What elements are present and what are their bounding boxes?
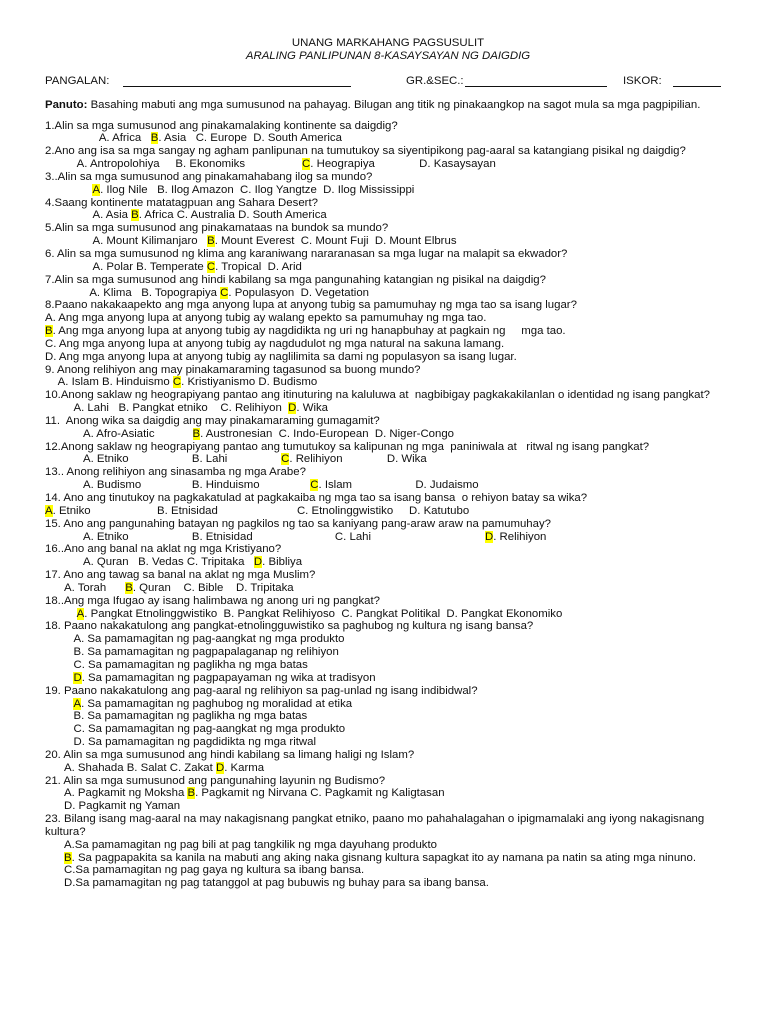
exam-line — [45, 582, 731, 595]
exam-line: 11. Anong wika sa daigdig ang may pinakamaraming gumagamit? — [45, 414, 380, 427]
line-text: . Relihiyon D. Wika — [289, 453, 427, 466]
exam-line: 16..Ano ang banal na aklat ng mga Kristiyano? — [45, 543, 282, 556]
exam-line — [45, 505, 731, 518]
exam-line — [45, 376, 731, 389]
line-text: . Ilog Nile B. Ilog Amazon C. Ilog Yangtze D. Ilog Mississippi — [100, 183, 415, 196]
exam-line: 17. Ano ang tawag sa banal na aklat ng mga Muslim? — [45, 569, 316, 582]
line-text: A. Afro-Asiatic — [45, 427, 193, 440]
line-text: . Populasyon D. Vegetation — [228, 286, 369, 299]
highlighted-answer: B — [192, 427, 201, 440]
line-text: A. Islam B. Hinduismo — [45, 376, 173, 389]
exam-line — [45, 762, 731, 775]
line-text: A. Antropolohiya B. Ekonomiks — [45, 158, 303, 171]
highlighted-answer: B — [187, 787, 196, 800]
exam-line — [45, 428, 731, 441]
exam-line: 18. Paano nakakatulong ang pangkat-etnolingguwistiko sa paghubog ng kultura ng isang bansa? — [45, 620, 534, 633]
exam-line — [45, 479, 731, 492]
highlighted-answer: C — [302, 158, 311, 171]
highlighted-answer: D — [288, 402, 297, 415]
exam-line: 8.Paano nakakaapekto ang mga anyong lupa at anyong tubig sa pamumuhay ng mga tao sa isang lugar? — [45, 299, 577, 312]
highlighted-answer: A — [76, 607, 85, 620]
exam-line: 9. Anong relihiyon ang may pinakamaraming tagasunod sa buong mundo? — [45, 363, 421, 376]
highlighted-answer: B — [45, 325, 53, 338]
highlighted-answer: C — [206, 260, 216, 273]
line-text — [45, 672, 73, 684]
exam-line — [45, 531, 731, 544]
exam-line: 10.Anong saklaw ng heograpiyang pantao ang itinuturing na kaluluwa at nagbibigay pagkakakilanlan o identidad ng isang pangkat? — [45, 389, 710, 402]
highlighted-answer: D — [215, 761, 225, 774]
line-text — [45, 608, 77, 620]
line-text: A. Pagkamit ng Moksha — [45, 787, 188, 800]
exam-line — [45, 158, 731, 171]
exam-line: 1.Alin sa mga sumusunod ang pinakamalaking kontinente sa daigdig? — [45, 119, 398, 132]
exam-line: C. Ang mga anyong lupa at anyong tubig ay nagdudulot ng mga natural na sakuna lamang. — [45, 337, 505, 350]
line-text: . Tropical D. Arid — [215, 260, 302, 273]
exam-subtitle: ARALING PANLIPUNAN 8-KASAYSAYAN NG DAIGDIG — [245, 49, 531, 62]
exam-line: C. Sa pamamagitan ng pag-aangkat ng mga produkto — [45, 723, 346, 736]
exam-line: 12.Anong saklaw ng heograpiyang pantao ang tumutukoy sa kalipunan ng mga paniniwala at ritwal ng isang pangkat? — [45, 440, 650, 453]
line-text: A. Asia — [45, 209, 132, 222]
exam-line: 15. Ano ang pangunahing batayan ng pagkilos ng tao sa kaniyang pang-araw araw na pamumuhay? — [45, 517, 551, 530]
exam-line — [45, 672, 731, 685]
exam-line: 5.Alin sa mga sumusunod ang pinakamataas na bundok sa mundo? — [45, 222, 389, 235]
exam-line: C. Sa pamamagitan ng paglikha ng mga batas — [45, 658, 308, 671]
exam-line: D.Sa pamamagitan ng pag tatanggol at pag bubuwis ng buhay para sa ibang bansa. — [45, 877, 489, 890]
exam-line: 6. Alin sa mga sumusunod ng klima ang karaniwang nararanasan sa mga lugar na malapit sa ekwador? — [45, 247, 568, 260]
exam-line: 13.. Anong relihiyon ang sinasamba ng mga Arabe? — [45, 466, 306, 479]
line-text: . Asia C. Europe D. South America — [158, 132, 342, 145]
exam-line: C.Sa pamamagitan ng pag gaya ng kultura sa ibang bansa. — [45, 864, 365, 877]
highlighted-answer: D — [484, 530, 494, 543]
highlighted-answer: B — [64, 851, 72, 864]
exam-line: D. Sa pamamagitan ng pagdidikta ng mga ritwal — [45, 736, 316, 749]
exam-line: 20. Alin sa mga sumusunod ang hindi kabilang sa limang haligi ng Islam? — [45, 748, 415, 761]
exam-page — [45, 37, 731, 890]
line-text: . Pangkat Etnolinggwistiko B. Pangkat Relihiyoso C. Pangkat Politikal D. Pangkat Ekonomiko — [84, 607, 563, 620]
highlighted-answer: B — [131, 209, 139, 222]
line-text: A. Mount Kilimanjaro — [45, 235, 208, 248]
exam-line — [45, 852, 731, 865]
score-label: ISKOR: — [623, 74, 662, 87]
exam-line — [45, 184, 731, 197]
student-info-line — [45, 75, 731, 89]
line-text: . Sa pagpapakita sa kanila na mabuti ang aking naka gisnang kultura sapagkat ito ay namana pa natin sa ating mga ninuno. — [71, 851, 696, 864]
exam-line — [45, 287, 731, 300]
line-text: A. Budismo B. Hinduismo — [45, 479, 311, 492]
line-text: . Sa pamamagitan ng paghubog ng moralidad at etika — [81, 697, 353, 710]
highlighted-answer: D — [73, 671, 82, 684]
exam-line — [45, 787, 731, 800]
instructions — [45, 99, 731, 112]
exam-line: B. Sa pamamagitan ng paglikha ng mga batas — [45, 710, 308, 723]
highlighted-answer: D — [253, 556, 263, 569]
exam-line: 23. Bilang isang mag-aaral na may nakagisnang pangkat etniko, paano mo pahahalagahan o ipigmamalaki ang iyong nakagisnang kultura? — [45, 813, 708, 838]
instructions-text: Basahing mabuti ang mga sumusunod na pahayag. Bilugan ang titik ng pinakaangkop na sagot mula sa mga pagpipilian. — [87, 98, 701, 111]
exam-line: 14. Ano ang tinutukoy na pagkakatulad at pagkakaiba ng mga tao sa isang bansa o rehiyon batay sa wika? — [45, 492, 588, 504]
line-text: . Mount Everest C. Mount Fuji D. Mount Elbrus — [214, 235, 457, 248]
name-label: PANGALAN: — [45, 74, 110, 87]
highlighted-answer: B — [207, 235, 215, 248]
highlighted-answer: C — [281, 453, 290, 466]
exam-line — [45, 261, 731, 274]
exam-line — [45, 608, 731, 621]
exam-line: B. Sa pamamagitan ng pagpapalaganap ng relihiyon — [45, 646, 339, 659]
line-text: . Relihiyon — [493, 530, 547, 543]
highlighted-answer: C — [310, 479, 319, 492]
line-text — [45, 184, 92, 196]
exam-line: 19. Paano nakakatulong ang pag-aaral ng relihiyon sa pag-unlad ng isang indibidwal? — [45, 684, 478, 697]
exam-line — [45, 209, 731, 222]
exam-title: UNANG MARKAHANG PAGSUSULIT — [291, 37, 485, 49]
line-text: . Heograpiya D. Kasaysayan — [310, 158, 496, 171]
line-text: . Africa C. Australia D. South America — [138, 209, 327, 222]
line-text: A. Shahada B. Salat C. Zakat — [45, 761, 216, 774]
highlighted-answer: C — [220, 286, 229, 299]
exam-line: A.Sa pamamagitan ng pag bili at pag tangkilik ng mga dayuhang produkto — [45, 838, 437, 851]
exam-line: 18..Ang mga Ifugao ay isang halimbawa ng anong uri ng pangkat? — [45, 594, 380, 607]
exam-line: 7.Alin sa mga sumusunod ang hindi kabilang sa mga pangunahing katangian ng pisikal na daigdig? — [45, 273, 546, 286]
exam-line: A. Sa pamamagitan ng pag-aangkat ng mga produkto — [45, 633, 345, 646]
exam-line — [45, 402, 731, 415]
line-text: A. Polar B. Temperate — [45, 260, 207, 273]
exam-line — [45, 235, 731, 248]
line-text: . Ang mga anyong lupa at anyong tubig ay nagdidikta ng uri ng hanapbuhay at pagkain ng mga tao. — [52, 325, 566, 338]
exam-line: A. Ang mga anyong lupa at anyong tubig ay walang epekto sa pamumuhay ng mga tao. — [45, 312, 487, 325]
instructions-label: Panuto: — [45, 98, 88, 111]
exam-line: 4.Saang kontinente matatagpuan ang Sahara Desert? — [45, 196, 318, 209]
line-text: . Pagkamit ng Nirvana C. Pagkamit ng Kaligtasan — [195, 787, 445, 800]
exam-line — [45, 325, 731, 338]
line-text: . Bibliya — [262, 556, 303, 569]
highlighted-answer: A — [73, 697, 82, 710]
highlighted-answer: A — [92, 183, 101, 196]
line-text — [45, 852, 64, 864]
exam-line — [45, 453, 731, 466]
question-list — [45, 120, 731, 891]
highlighted-answer: A — [45, 504, 53, 517]
exam-line: D. Ang mga anyong lupa at anyong tubig ay naglilimita sa dami ng populasyon sa isang lugar. — [45, 350, 517, 363]
line-text — [45, 698, 73, 710]
exam-line: 21. Alin sa mga sumusunod ang pangunahing layunin ng Budismo? — [45, 774, 386, 787]
line-text: . Austronesian C. Indo-European D. Niger-Congo — [200, 427, 455, 440]
exam-line — [45, 556, 731, 569]
exam-line — [45, 698, 731, 711]
exam-line: 3..Alin sa mga sumusunod ang pinakamahabang ilog sa mundo? — [45, 170, 373, 183]
line-text: A. Torah — [45, 581, 126, 594]
line-text: A. Africa — [45, 132, 151, 145]
line-text: . Karma — [224, 761, 265, 774]
line-text: A. Etniko B. Etnisidad C. Lahi — [45, 530, 485, 543]
line-text: A. Lahi B. Pangkat etniko C. Relihiyon — [45, 402, 289, 415]
line-text: . Wika — [296, 402, 329, 415]
line-text: . Kristiyanismo D. Budismo — [181, 376, 318, 389]
exam-line — [45, 132, 731, 145]
line-text: A. Klima B. Topograpiya — [45, 286, 221, 299]
exam-line: 2.Ano ang isa sa mga sangay ng agham panlipunan na tumutukoy sa siyentipikong pag-aaral sa katangiang pisikal ng daigdig? — [45, 145, 686, 158]
line-text: . Islam D. Judaismo — [318, 479, 479, 492]
line-text: . Etniko B. Etnisidad C. Etnolinggwistiko D. Katutubo — [52, 504, 470, 517]
highlighted-answer: C — [172, 376, 182, 389]
section-label: GR.&SEC.: — [406, 74, 464, 87]
highlighted-answer: B — [150, 132, 159, 145]
exam-line: D. Pagkamit ng Yaman — [45, 800, 181, 813]
line-text: A. Etniko B. Lahi — [45, 453, 282, 466]
line-text: A. Quran B. Vedas C. Tripitaka — [45, 556, 254, 569]
line-text: . Quran C. Bible D. Tripitaka — [132, 581, 294, 594]
line-text: . Sa pamamagitan ng pagpapayaman ng wika at tradisyon — [81, 671, 376, 684]
highlighted-answer: B — [125, 581, 133, 594]
